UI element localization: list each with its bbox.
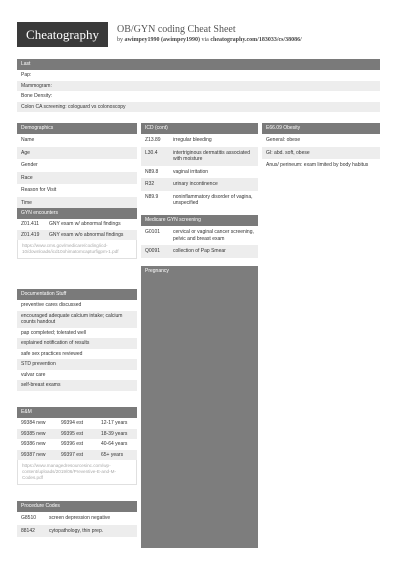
desc-cell: noninflammatory disorder of vagina, unspecified — [173, 193, 253, 206]
desc-cell: cytopathology, thin prep. — [49, 527, 104, 534]
list-item: Race — [17, 172, 137, 185]
est-code-cell: 99394 est — [61, 420, 83, 426]
list-item: Gender — [17, 159, 137, 172]
list-item: General: obese — [262, 134, 380, 147]
est-code-cell: 99397 est — [61, 451, 83, 458]
table-row — [141, 166, 258, 179]
new-code-cell: 99386 new — [21, 441, 46, 447]
section-demographics — [17, 123, 137, 209]
desc-cell: urinary incontinence — [173, 181, 218, 187]
list-item: STD prevention — [17, 359, 137, 370]
code-cell: N89.9 — [145, 193, 159, 200]
code-cell: Z01.411 — [21, 221, 39, 227]
code-cell: Q0091 — [145, 248, 161, 254]
section-title: GYN encounters — [17, 208, 137, 219]
section-last — [17, 59, 380, 112]
code-cell: N89.8 — [145, 168, 159, 175]
list-item: Pap: — [17, 70, 380, 81]
new-code-cell: 99384 new — [21, 420, 46, 426]
section-title: E66.09 Obesity — [262, 123, 380, 134]
section-gyn-encounters — [17, 208, 137, 259]
table-row — [17, 450, 137, 461]
author-link[interactable]: awimpey1990 (awimpey1990) — [124, 37, 200, 43]
desc-cell: vaginal irritation — [173, 168, 209, 175]
code-cell: L30.4 — [145, 149, 158, 156]
section-title: Documentation Stuff — [17, 289, 137, 300]
desc-cell: collection of Pap Smear — [173, 248, 226, 254]
table-row — [141, 245, 258, 258]
age-cell: 12-17 years — [101, 420, 128, 426]
section-documentation — [17, 289, 137, 391]
desc-cell: GNY exam w/o abnormal findings — [49, 231, 124, 238]
desc-cell: irregular bleeding — [173, 137, 212, 143]
section-title: Procedure Codes — [17, 501, 137, 512]
list-item: self-breast exams — [17, 380, 137, 391]
table-row — [141, 178, 258, 191]
section-em — [17, 407, 137, 485]
section-title: ICD (cont) — [141, 123, 258, 134]
reference-link[interactable]: https://www.cms.gov/medicare/coding/icd-10/downloads/icd10ohimatomcapturfigpm-1.pdf — [17, 240, 137, 259]
sheet-url-link[interactable]: cheatography.com/183033/cs/38086/ — [210, 37, 302, 43]
table-row — [17, 525, 137, 538]
list-item: Anus/ perineum: exam limited by body habitus — [262, 159, 380, 172]
list-item: vulvar care — [17, 370, 137, 381]
new-code-cell: 99387 new — [21, 451, 46, 458]
sheet-title: OB/GYN coding Cheat Sheet — [117, 24, 236, 35]
list-item: Name — [17, 134, 137, 147]
list-item: encouraged adequate calcium intake; calcium counts handout — [17, 311, 137, 328]
age-cell: 65+ years — [101, 451, 124, 458]
table-row — [17, 418, 137, 429]
list-item: Colon CA screening: cologuard vs colonoscopy — [17, 102, 380, 113]
list-item: preventive cares discussed — [17, 300, 137, 311]
list-item: Mammogram: — [17, 81, 380, 92]
desc-cell: screen depression negative — [49, 515, 111, 521]
list-item: safe sex practices reviewed — [17, 349, 137, 360]
section-title: Pregnancy — [145, 268, 169, 274]
table-row — [17, 219, 137, 230]
est-code-cell: 99395 est — [61, 430, 83, 437]
code-cell: G0101 — [145, 229, 161, 235]
table-row — [17, 429, 137, 440]
section-title: Demographics — [17, 123, 137, 134]
table-row — [141, 191, 258, 210]
table-row — [17, 512, 137, 525]
list-item: Bone Density: — [17, 91, 380, 102]
list-item: Reason for Visit — [17, 184, 137, 197]
byline-prefix: by — [117, 37, 125, 43]
list-item: explained notification of results — [17, 338, 137, 349]
reference-link[interactable]: https://www.managedresourcesinc.com/wp-content/uploads/2019/06/Preventive-E-and-M-Codes.pdf — [17, 460, 137, 485]
desc-cell: intertriginous dermatitis associated with moisture — [173, 149, 250, 162]
list-item: Age — [17, 147, 137, 160]
code-cell: Z01.419 — [21, 231, 40, 238]
section-title: E&M — [17, 407, 137, 418]
desc-cell: GNY exam w/ abnormal findings — [49, 221, 121, 227]
page-header — [0, 0, 400, 58]
section-pregnancy — [141, 266, 258, 548]
table-row — [141, 226, 258, 245]
table-row — [17, 230, 137, 241]
code-cell: Z13.89 — [145, 137, 161, 143]
section-title: Medicare GYN screening — [141, 215, 258, 226]
section-procedure-codes — [17, 501, 137, 537]
byline — [117, 37, 302, 43]
code-cell: G8510 — [21, 515, 37, 521]
code-cell: R32 — [145, 181, 155, 187]
new-code-cell: 99385 new — [21, 430, 46, 437]
est-code-cell: 99396 est — [61, 441, 83, 447]
table-row — [141, 147, 258, 166]
list-item: pap completed; tolerated well — [17, 328, 137, 339]
code-cell: 88142 — [21, 527, 35, 534]
list-item: Time — [17, 197, 137, 210]
section-obesity — [262, 123, 380, 172]
age-cell: 18-39 years — [101, 430, 128, 437]
byline-via: via — [200, 37, 211, 43]
desc-cell: cervical or vaginal cancer screening, pelvic and breast exam — [173, 229, 254, 242]
section-medicare-gyn-screening — [141, 215, 258, 258]
section-icd — [141, 123, 258, 210]
table-row — [141, 134, 258, 147]
section-title: Last — [17, 59, 380, 70]
list-item: GI: abd. soft, obese — [262, 147, 380, 160]
table-row — [17, 439, 137, 450]
cheatography-logo[interactable]: Cheatography — [17, 22, 108, 47]
age-cell: 40-64 years — [101, 441, 128, 447]
